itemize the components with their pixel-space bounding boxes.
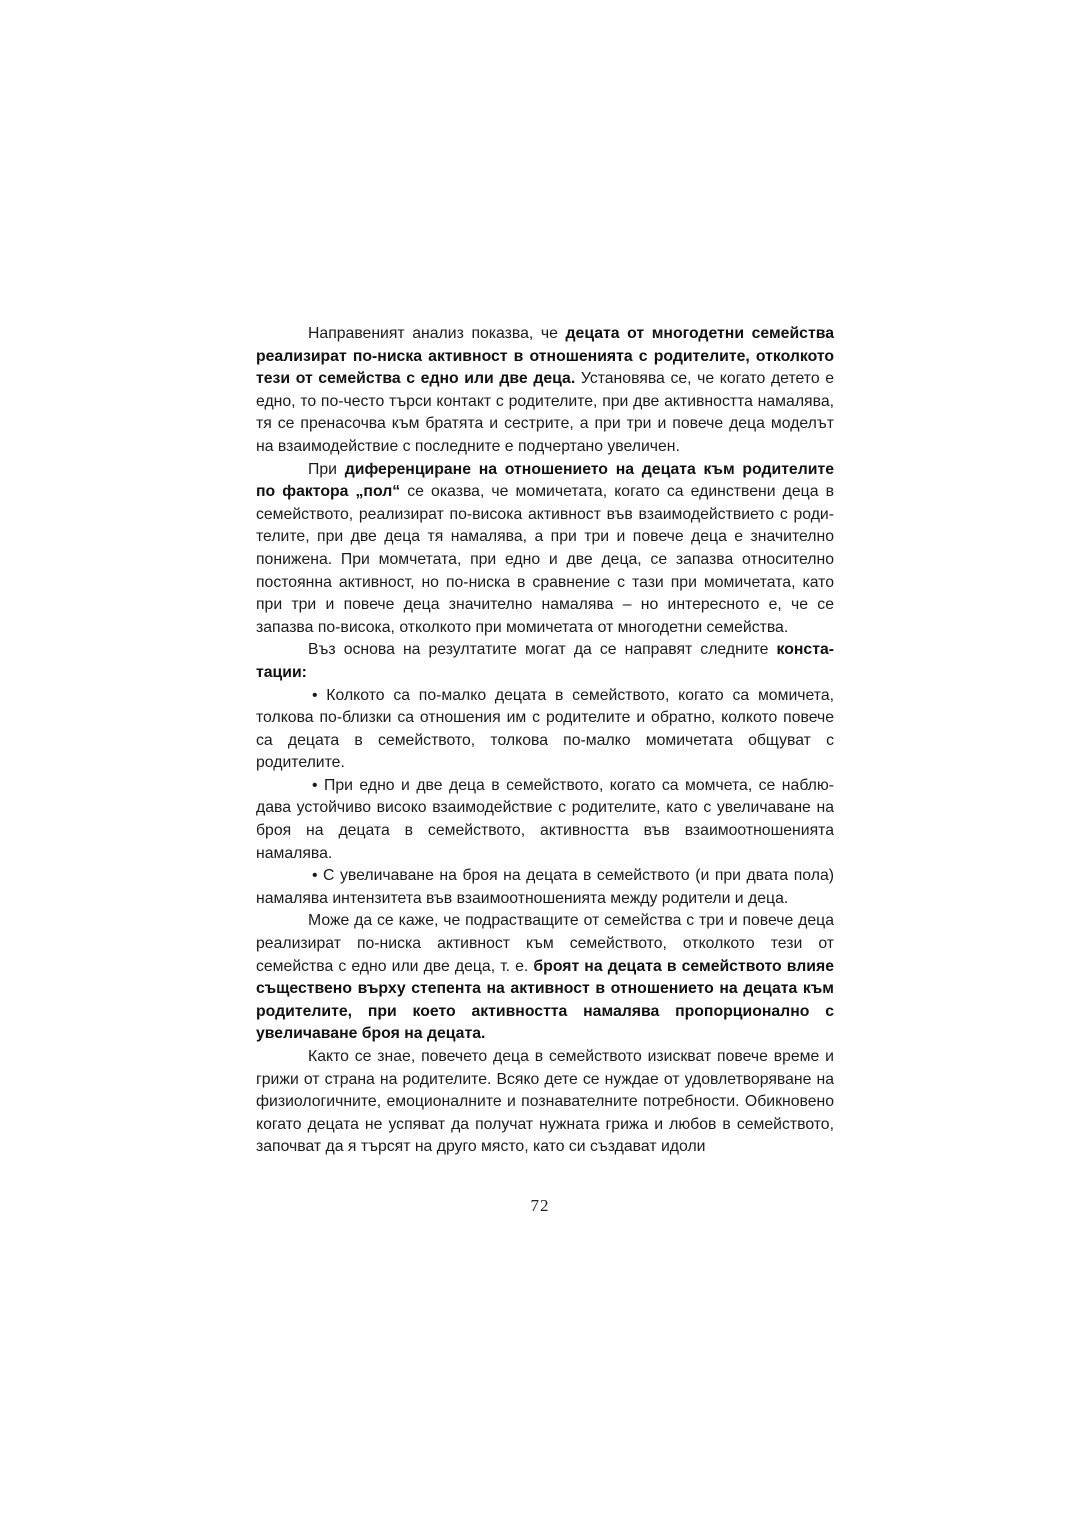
paragraph: Направеният анализ показва, че децата от многодетни семейства реализират по-ниска активност в отношенията с родителите, отколкото тези от семейства с едно или две деца. Установява се, че когато детето е едно, то по-често търси контакт с родителите, при две активността намалява, тя се пренасочва към братята и сестрите, а при три и повече деца моделът на взаимодействие с последните е подчертано увеличен. xyxy=(256,325,835,455)
paragraph: Въз основа на резултатите могат да се направят следните констатации: xyxy=(256,641,834,681)
paragraph: Както се знае, повечето деца в семейството изискват повече време и грижи от страна на родителите. Всяко дете се нуждае от удовлетворяване на физиологичните, емоционалните и познавателните потребности. Обикновено когато децата не успяват да получат нужната грижа и любов в семейството, започват да я търсят на друго място, като си създават идоли xyxy=(256,1048,834,1156)
paragraph: При диференциране на отношението на децата към родителите по фактора „пол“ се оказва, че момичетата, когато са единствени деца в семейството, реализират по-висока активност във взаимодействието с родителите, при две деца тя намалява, а при три и повече деца е значително понижена. При момчетата, при едно и две деца, се запазва относително постоянна активност, но по-ниска в сравнение с тази при момичетата, като при три и повече деца значително намалява – но интересното е, че се запазва по-висока, отколкото при момичетата от многодетни семейства. xyxy=(256,460,834,636)
body-text xyxy=(256,323,834,1159)
bullet-item: • С увеличаване на броя на децата в семейството (и при двата пола) намалява интензитета във взаимоотношенията между родители и деца. xyxy=(256,867,834,907)
page-number: 72 xyxy=(530,1196,550,1215)
paragraph: Може да се каже, че подрастващите от семейства с три и повече деца реализират по-ниска активност към семейството, отколкото тези от семейства с едно или две деца, т. е. броят на децата в семейството влияе съществено върху степента на активност в отношението на децата към родителите, при което активността намалява пропорционално с увеличаване броя на децата. xyxy=(256,912,834,1043)
bullet-item: • При едно и две деца в семейството, когато са момчета, се наблюдава устойчиво високо взаимодействие с родителите, като с увеличаване на броя на децата в семейството, активността във взаимоотношенията намалява. xyxy=(256,776,834,862)
bullet-item: • Колкото са по-малко децата в семейството, когато са момичета, толкова по-близки са отношения им с родителите и обратно, колкото повече са децата в семейството, толкова по-малко момичетата общуват с родителите. xyxy=(256,686,834,772)
